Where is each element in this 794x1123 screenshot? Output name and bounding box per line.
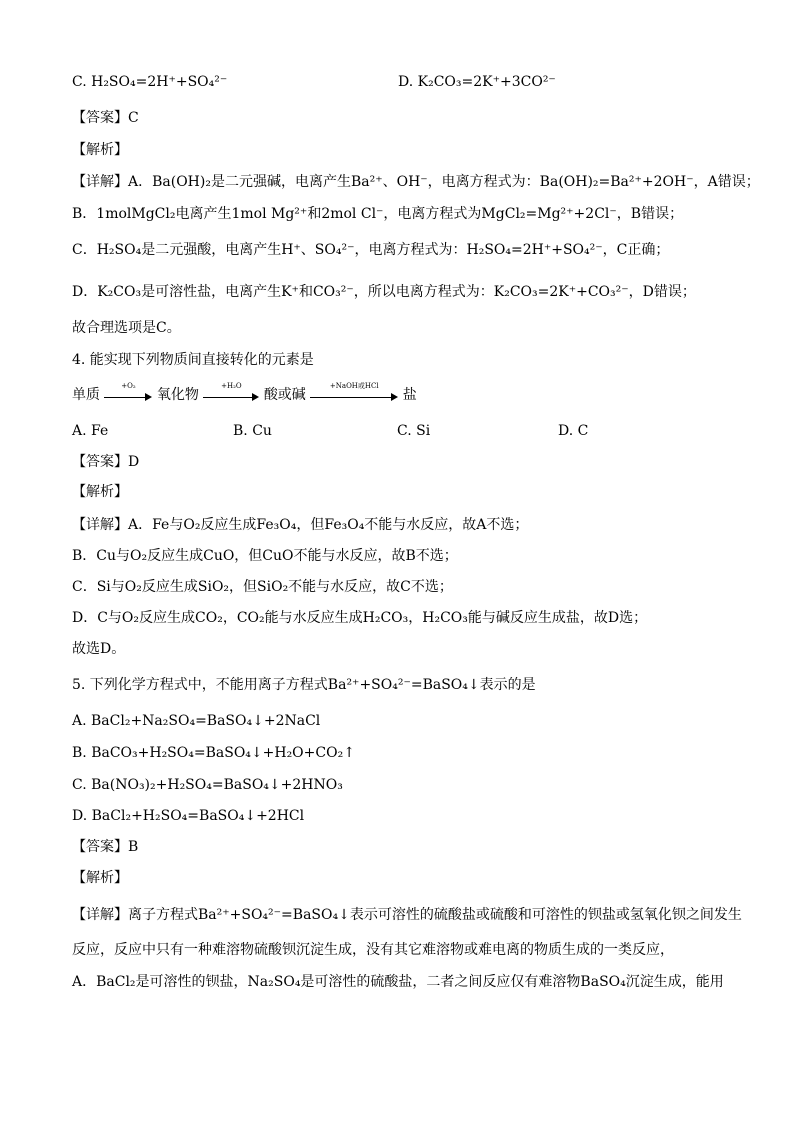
q4-option-c: C. Si	[397, 423, 431, 439]
q5-analysis-label: 【解析】	[72, 870, 128, 886]
q3-option-d: D. K₂CO₃=2K⁺+3CO²⁻	[398, 74, 556, 90]
q5-stem: 5. 下列化学方程式中，不能用离子方程式Ba²⁺+SO₄²⁻=BaSO₄↓表示的是	[72, 677, 536, 693]
q4-detail-line-a	[72, 515, 528, 535]
answer-value: C	[128, 110, 139, 126]
answer-value: B	[128, 839, 139, 855]
q4-analysis-label: 【解析】	[72, 484, 128, 500]
chain-oxide: 氧化物	[156, 387, 199, 403]
q4-conclusion: 故选D。	[72, 641, 126, 657]
q4-detail-line-b: B．Cu与O₂反应生成CuO，但CuO不能与水反应，故B不选；	[72, 548, 458, 564]
answer-label: 【答案】	[72, 454, 128, 470]
q4-detail-line-d: D．C与O₂反应生成CO₂，CO₂能与水反应生成H₂CO₃，H₂CO₃能与碱反应生成盐，故D选；	[72, 610, 648, 626]
chain-acid-or-base: 酸或碱	[263, 387, 306, 403]
q3-detail-line-b: B．1molMgCl₂电离产生1mol Mg²⁺和2mol Cl⁻，电离方程式为MgCl₂=Mg²⁺+2Cl⁻，B错误；	[72, 206, 684, 222]
q4-conversion-chain	[72, 382, 417, 405]
q4-option-b: B. Cu	[233, 423, 272, 439]
arrow-right-icon	[252, 393, 259, 401]
q4-option-a: A. Fe	[72, 423, 109, 439]
q5-detail-line-1	[72, 905, 742, 925]
detail-text: A．Ba(OH)₂是二元强碱，电离产生Ba²⁺、OH⁻，电离方程式为：Ba(OH)₂=Ba²⁺+2OH⁻，A错误；	[128, 174, 760, 190]
q3-answer	[72, 108, 139, 128]
q5-option-a: A. BaCl₂+Na₂SO₄=BaSO₄↓+2NaCl	[72, 713, 321, 729]
q4-stem: 4. 能实现下列物质间直接转化的元素是	[72, 352, 314, 368]
q5-option-c: C. Ba(NO₃)₂+H₂SO₄=BaSO₄↓+2HNO₃	[72, 777, 343, 793]
answer-value: D	[128, 454, 140, 470]
chain-arrow-3	[310, 382, 398, 402]
chain-salt: 盐	[402, 387, 417, 403]
q5-option-b: B. BaCO₃+H₂SO₄=BaSO₄↓+H₂O+CO₂↑	[72, 745, 355, 761]
q4-answer	[72, 452, 139, 472]
arrow-right-icon	[391, 393, 398, 401]
chain-cond-2: +H₂O	[221, 382, 242, 390]
q3-detail-line-c: C．H₂SO₄是二元强酸，电离产生H⁺、SO₄²⁻，电离方程式为：H₂SO₄=2H⁺+SO₄²⁻，C正确；	[72, 242, 670, 258]
detail-label: 【详解】	[72, 907, 128, 923]
detail-text: A．Fe与O₂反应生成Fe₃O₄，但Fe₃O₄不能与水反应，故A不选；	[128, 517, 529, 533]
q4-option-d: D. C	[558, 423, 589, 439]
chain-cond-1: +O₂	[121, 382, 136, 390]
chain-cond-3: +NaOH或HCl	[329, 382, 379, 390]
q5-answer	[72, 837, 138, 857]
detail-label: 【详解】	[72, 517, 128, 533]
q3-conclusion: 故合理选项是C。	[72, 320, 181, 336]
q3-option-c: C. H₂SO₄=2H⁺+SO₄²⁻	[72, 74, 228, 90]
q4-detail-line-c: C．Si与O₂反应生成SiO₂，但SiO₂不能与水反应，故C不选；	[72, 579, 453, 595]
q3-analysis-label: 【解析】	[72, 142, 128, 158]
chain-simple-substance: 单质	[72, 387, 100, 403]
chain-arrow-2	[203, 382, 259, 402]
q3-detail-line-d: D．K₂CO₃是可溶性盐，电离产生K⁺和CO₃²⁻，所以电离方程式为：K₂CO₃=2K⁺+CO₃²⁻，D错误；	[72, 284, 696, 300]
q5-detail-line-2: 反应，反应中只有一种难溶物硫酸钡沉淀生成，没有其它难溶物或难电离的物质生成的一类反应，	[72, 942, 674, 958]
chain-arrow-1	[104, 382, 152, 402]
detail-label: 【详解】	[72, 174, 128, 190]
q5-detail-line-3: A．BaCl₂是可溶性的钡盐，Na₂SO₄是可溶性的硫酸盐，二者之间反应仅有难溶物BaSO₄沉淀生成，能用	[72, 974, 724, 990]
arrow-right-icon	[145, 393, 152, 401]
answer-label: 【答案】	[72, 839, 128, 855]
q5-option-d: D. BaCl₂+H₂SO₄=BaSO₄↓+2HCl	[72, 808, 305, 824]
q3-detail-line-a	[72, 172, 760, 192]
answer-label: 【答案】	[72, 110, 128, 126]
detail-text: 离子方程式Ba²⁺+SO₄²⁻=BaSO₄↓表示可溶性的硫酸盐或硫酸和可溶性的钡盐或氢氧化钡之间发生	[128, 907, 742, 923]
